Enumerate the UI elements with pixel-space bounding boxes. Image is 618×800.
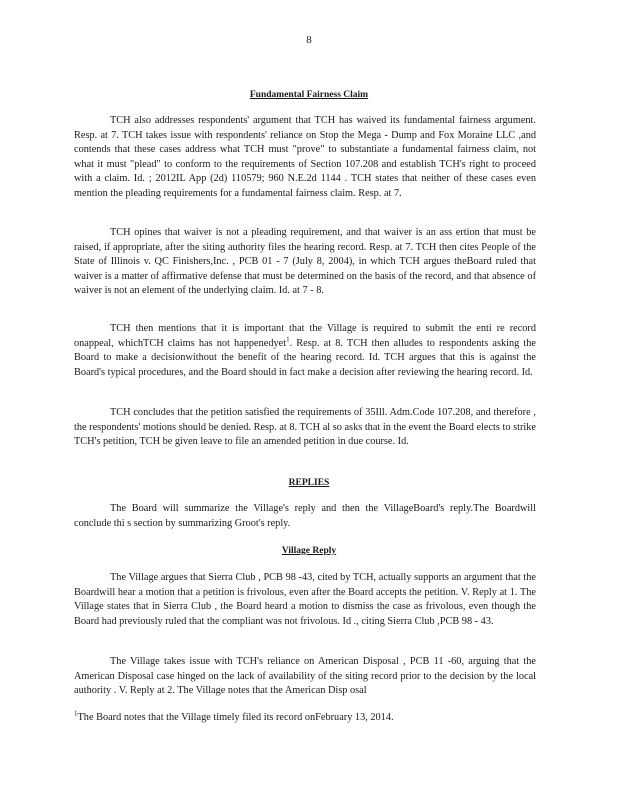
paragraph-replies-intro: The Board will summarize the Village's reply and then the VillageBoard's reply.The Boardwill conclude thi s section by summarizing Groot's reply. (74, 503, 536, 529)
paragraph-waiver-pleading: TCH opines that waiver is not a pleading requirement, and that waiver is an ass ertion that must be raised, if appropriate, after the siting authority files the hearing record. Resp. at 7. TCH then cites People of the State of Illinois v. QC Finishers,Inc. , PCB 01 - 7 (July 8, 2004), in which TCH argues theBoard ruled that waiver is a matter of affirmative defense that must be determined on the basis of the record, and that absence of waiver is not an element of the underlying claim. Id. at 7 - 8. (74, 227, 536, 297)
section-heading-replies (0, 478, 618, 488)
section-heading-fundamental-fairness (0, 90, 618, 100)
section-heading-village-reply (0, 546, 618, 556)
paragraph-text-part-2: . Resp. at 8. TCH then alludes to respondents asking the Board to make a decisionwithout the benefit of the hearing record. Id. TCH argues that this is against the Board's typical procedures, and the Board should in fact make a decision after reviewing the hearing record. Id. (74, 337, 536, 378)
section-heading-text: Fundamental Fairness Claim (249, 90, 369, 100)
paragraph-text-part-1: TCH then mentions that it is important that the Village is required to submit the enti re record onappeal, whichTCH claims has not happenedyet (74, 323, 536, 349)
footnote (74, 711, 544, 725)
paragraph-record-on-appeal (74, 322, 536, 380)
footnote-text: The Board notes that the Village timely filed its record onFebruary 13, 2014. (77, 712, 394, 723)
paragraph-sierra-club: The Village argues that Sierra Club , PCB 98 -43, cited by TCH, actually supports an argument that the Boardwill hear a motion that a petition is frivolous, even after the Board accepts the petition. V. Reply at 1. The Village states that in Sierra Club , the Board heard a motion to dismiss the case as frivolous, even though the Board had previously ruled that the compliant was not frivolous. Id ., citing Sierra Club ,PCB 98 - 43. (74, 572, 536, 627)
section-heading-text: REPLIES (288, 478, 330, 488)
footnote-reference: 1 (286, 335, 290, 344)
paragraph-waiver-argument: TCH also addresses respondents' argument that TCH has waived its fundamental fairness argument. Resp. at 7. TCH takes issue with respondents' reliance on Stop the Mega - Dump and Fox Moraine LLC ,and contends that these cases address what TCH must "prove" to substantiate a fundamental fairness claim, not what it must "plead" to conform to the requirements of Section 107.208 and establish TCH's right to proceed with a claim. Id. ; 2012IL App (2d) 110579; 960 N.E.2d 1144 . TCH states that neither of these cases even mention the pleading requirements for a fundamental fairness claim. Resp. at 7. (74, 115, 536, 199)
footnote-marker: 1 (74, 709, 78, 718)
paragraph-tch-concludes: TCH concludes that the petition satisfied the requirements of 35Ill. Adm.Code 107.208, and therefore , the respondents' motions should be denied. Resp. at 8. TCH al so asks that in the event the Board elects to strike TCH's petition, TCH be given leave to file an amended petition in due course. Id. (74, 407, 536, 448)
page-number: 8 (306, 34, 312, 46)
section-heading-text: Village Reply (281, 546, 337, 556)
paragraph-american-disposal: The Village takes issue with TCH's reliance on American Disposal , PCB 11 -60, arguing that the American Disposal case hinged on the lack of availability of the siting record prior to the decision by the local authority . V. Reply at 2. The Village notes that the American Disp osal (74, 656, 536, 697)
